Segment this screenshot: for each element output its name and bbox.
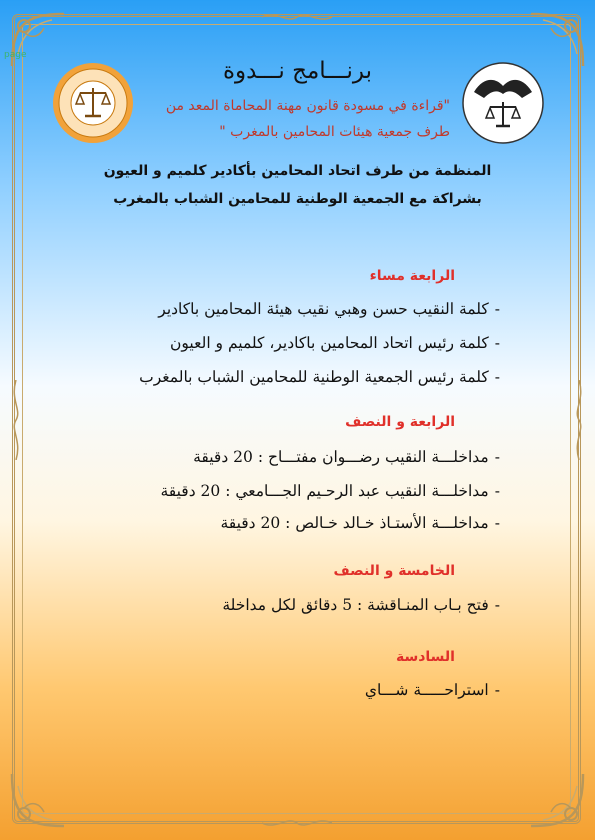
- corner-ornament-icon: [521, 764, 591, 834]
- organizer-line-2: بشراكة مع الجمعية الوطنية للمحامين الشباب بالمغرب: [113, 191, 482, 207]
- bullet-dash: -: [494, 334, 500, 352]
- bullet-dash: -: [494, 482, 500, 500]
- schedule-item-text: استراحـــــة شـــاي: [364, 681, 489, 699]
- page-mark: page: [4, 50, 27, 60]
- bullet-dash: -: [494, 681, 500, 699]
- schedule-item: [193, 448, 500, 466]
- schedule-item: [170, 334, 500, 352]
- organizer-line-1: المنظمة من طرف اتحاد المحامين بأكادير كلميم و العيون: [103, 163, 492, 179]
- handshake-scales-icon: [462, 62, 544, 144]
- bullet-dash: -: [494, 596, 500, 614]
- schedule-time-heading: الرابعة مساء: [369, 268, 455, 284]
- schedule-item: [220, 514, 500, 532]
- schedule-item: [139, 368, 500, 386]
- seminar-subtitle-line-1: "قراءة في مسودة قانون مهنة المحاماة المعد من: [165, 98, 450, 114]
- schedule-item-text: كلمة النقيب حسن وهبي نقيب هيئة المحامين باكادير: [158, 300, 489, 318]
- bullet-dash: -: [494, 300, 500, 318]
- schedule-item-text: كلمة رئيس الجمعية الوطنية للمحامين الشباب بالمغرب: [139, 368, 489, 386]
- program-title: برنـــامج نـــدوة: [222, 58, 373, 84]
- schedule-item-text: مداخلـــة النقيب رضـــوان مفتـــاح : 20 دقيقة: [193, 448, 489, 466]
- bullet-dash: -: [494, 368, 500, 386]
- schedule-time-heading: السادسة: [395, 649, 455, 665]
- top-ornament-icon: [262, 10, 332, 24]
- schedule-item: [158, 300, 500, 318]
- schedule-item: [160, 482, 500, 500]
- schedule-time-heading: الخامسة و النصف: [333, 563, 455, 579]
- seminar-subtitle-line-2: طرف جمعية هيئات المحامين بالمغرب ": [219, 124, 450, 140]
- side-ornament-icon: [8, 380, 24, 460]
- schedule-item-text: مداخلـــة الأستـاذ خـالد خـالص : 20 دقيقة: [220, 514, 489, 532]
- bullet-dash: -: [494, 448, 500, 466]
- schedule-item: [222, 596, 500, 614]
- schedule-item: [365, 681, 500, 699]
- schedule-time-heading: الرابعة و النصف: [345, 414, 455, 430]
- bullet-dash: -: [494, 514, 500, 532]
- corner-ornament-icon: [4, 764, 74, 834]
- bottom-ornament-icon: [262, 816, 332, 830]
- schedule-item-text: مداخلـــة النقيب عبد الرحـيم الجـــامعي : 20 دقيقة: [160, 482, 489, 500]
- scales-of-justice-seal-icon: [52, 62, 134, 144]
- side-ornament-icon: [571, 380, 587, 460]
- schedule-item-text: كلمة رئيس اتحاد المحامين باكادير، كلميم و العيون: [170, 334, 489, 352]
- schedule-item-text: فتح بـاب المنـاقشة : 5 دقائق لكل مداخلة: [222, 596, 489, 614]
